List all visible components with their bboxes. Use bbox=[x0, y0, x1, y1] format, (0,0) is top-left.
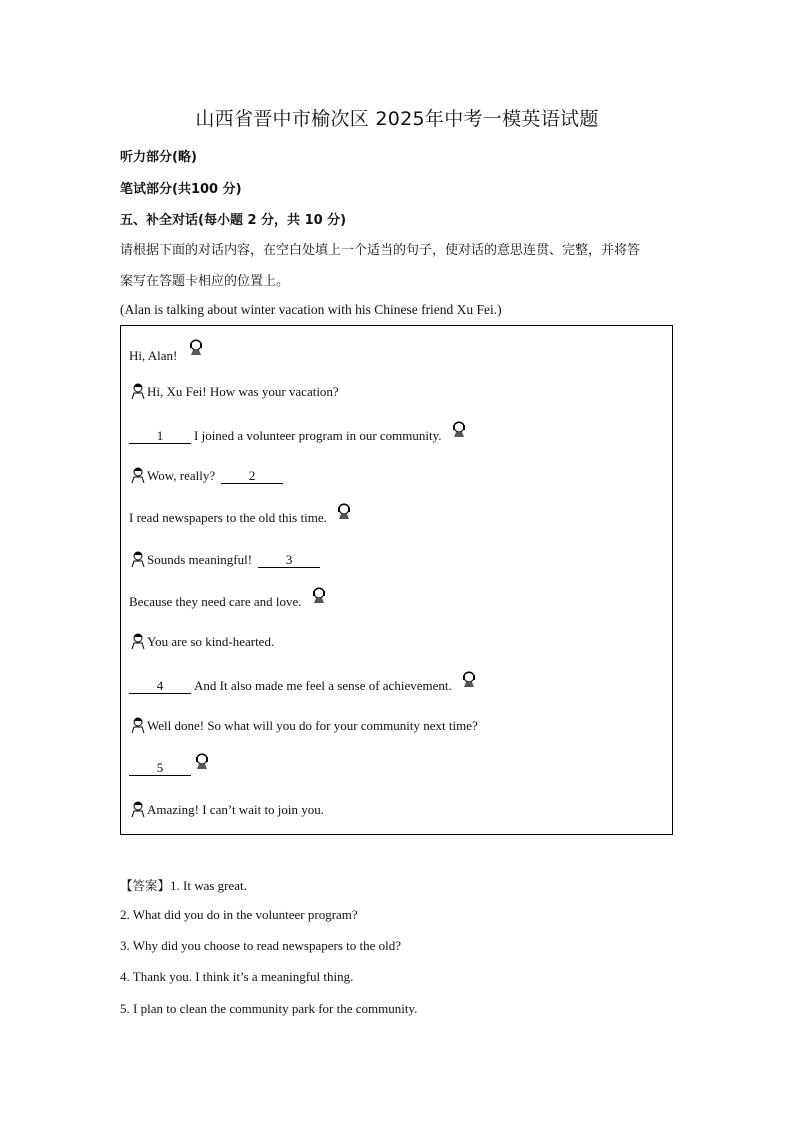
answer-line-3: 3. Why did you choose to read newspapers to the old? bbox=[120, 938, 401, 953]
dialogue-line-2 bbox=[129, 382, 339, 400]
dialogue-line-1 bbox=[129, 346, 205, 364]
girl-avatar-icon bbox=[187, 338, 205, 356]
answer-blank-4[interactable]: 4 bbox=[129, 679, 191, 694]
dialogue-line-12 bbox=[129, 800, 324, 818]
dialogue-line-9 bbox=[129, 676, 478, 694]
dialogue-text: Hi, Alan! bbox=[129, 348, 178, 363]
answer-label: 【答案】 bbox=[120, 878, 171, 893]
dialogue-line-6 bbox=[129, 550, 320, 568]
answer-blank-1[interactable]: 1 bbox=[129, 429, 191, 444]
answer-line-1 bbox=[120, 876, 247, 894]
dialogue-line-11 bbox=[129, 758, 211, 776]
section-part5-heading: 五、补全对话(每小题 2 分，共 10 分) bbox=[120, 213, 347, 228]
dialogue-text: Sounds meaningful! bbox=[147, 552, 253, 567]
page-title: 山西省晋中市榆次区 2025年中考一模英语试题 bbox=[195, 108, 599, 130]
girl-avatar-icon bbox=[460, 670, 478, 688]
dialogue-line-7 bbox=[129, 592, 328, 610]
instruction-line-1: 请根据下面的对话内容，在空白处填上一个适当的句子，使对话的意思连贯、完整，并将答 bbox=[120, 243, 641, 258]
dialogue-line-3 bbox=[129, 426, 468, 444]
girl-avatar-icon bbox=[193, 752, 211, 770]
section-written: 笔试部分(共100 分) bbox=[120, 182, 242, 197]
answer-line-5: 5. I plan to clean the community park for the community. bbox=[120, 1001, 418, 1016]
dialogue-text: Wow, really? bbox=[147, 468, 216, 483]
dialogue-text: Because they need care and love. bbox=[129, 594, 302, 609]
answer-blank-2[interactable]: 2 bbox=[221, 469, 283, 484]
answer-blank-5[interactable]: 5 bbox=[129, 761, 191, 776]
answer-line-4: 4. Thank you. I think it’s a meaningful thing. bbox=[120, 969, 354, 984]
boy-avatar-icon bbox=[129, 382, 147, 400]
dialogue-text: I read newspapers to the old this time. bbox=[129, 510, 327, 525]
girl-avatar-icon bbox=[310, 586, 328, 604]
dialogue-text: Amazing! I can’t wait to join you. bbox=[147, 802, 325, 817]
dialogue-line-4 bbox=[129, 466, 283, 484]
dialogue-text: And It also made me feel a sense of achievement. bbox=[194, 678, 452, 693]
dialogue-line-5 bbox=[129, 508, 353, 526]
dialogue-text: Well done! So what will you do for your community next time? bbox=[147, 718, 478, 733]
boy-avatar-icon bbox=[129, 716, 147, 734]
answer-text: 1. It was great. bbox=[170, 878, 247, 893]
dialogue-text: Hi, Xu Fei! How was your vacation? bbox=[147, 384, 339, 399]
dialogue-box bbox=[120, 325, 673, 835]
dialogue-text: You are so kind-hearted. bbox=[147, 634, 275, 649]
boy-avatar-icon bbox=[129, 466, 147, 484]
dialogue-line-8 bbox=[129, 632, 274, 650]
girl-avatar-icon bbox=[450, 420, 468, 438]
section-listening: 听力部分(略) bbox=[120, 150, 197, 165]
answer-blank-3[interactable]: 3 bbox=[258, 553, 320, 568]
answer-line-2: 2. What did you do in the volunteer program? bbox=[120, 907, 358, 922]
boy-avatar-icon bbox=[129, 632, 147, 650]
girl-avatar-icon bbox=[335, 502, 353, 520]
dialogue-text: I joined a volunteer program in our community. bbox=[194, 428, 442, 443]
boy-avatar-icon bbox=[129, 800, 147, 818]
dialogue-context: (Alan is talking about winter vacation with his Chinese friend Xu Fei.) bbox=[120, 302, 502, 317]
dialogue-line-10 bbox=[129, 716, 478, 734]
boy-avatar-icon bbox=[129, 550, 147, 568]
instruction-line-2: 案写在答题卡相应的位置上。 bbox=[120, 274, 290, 289]
